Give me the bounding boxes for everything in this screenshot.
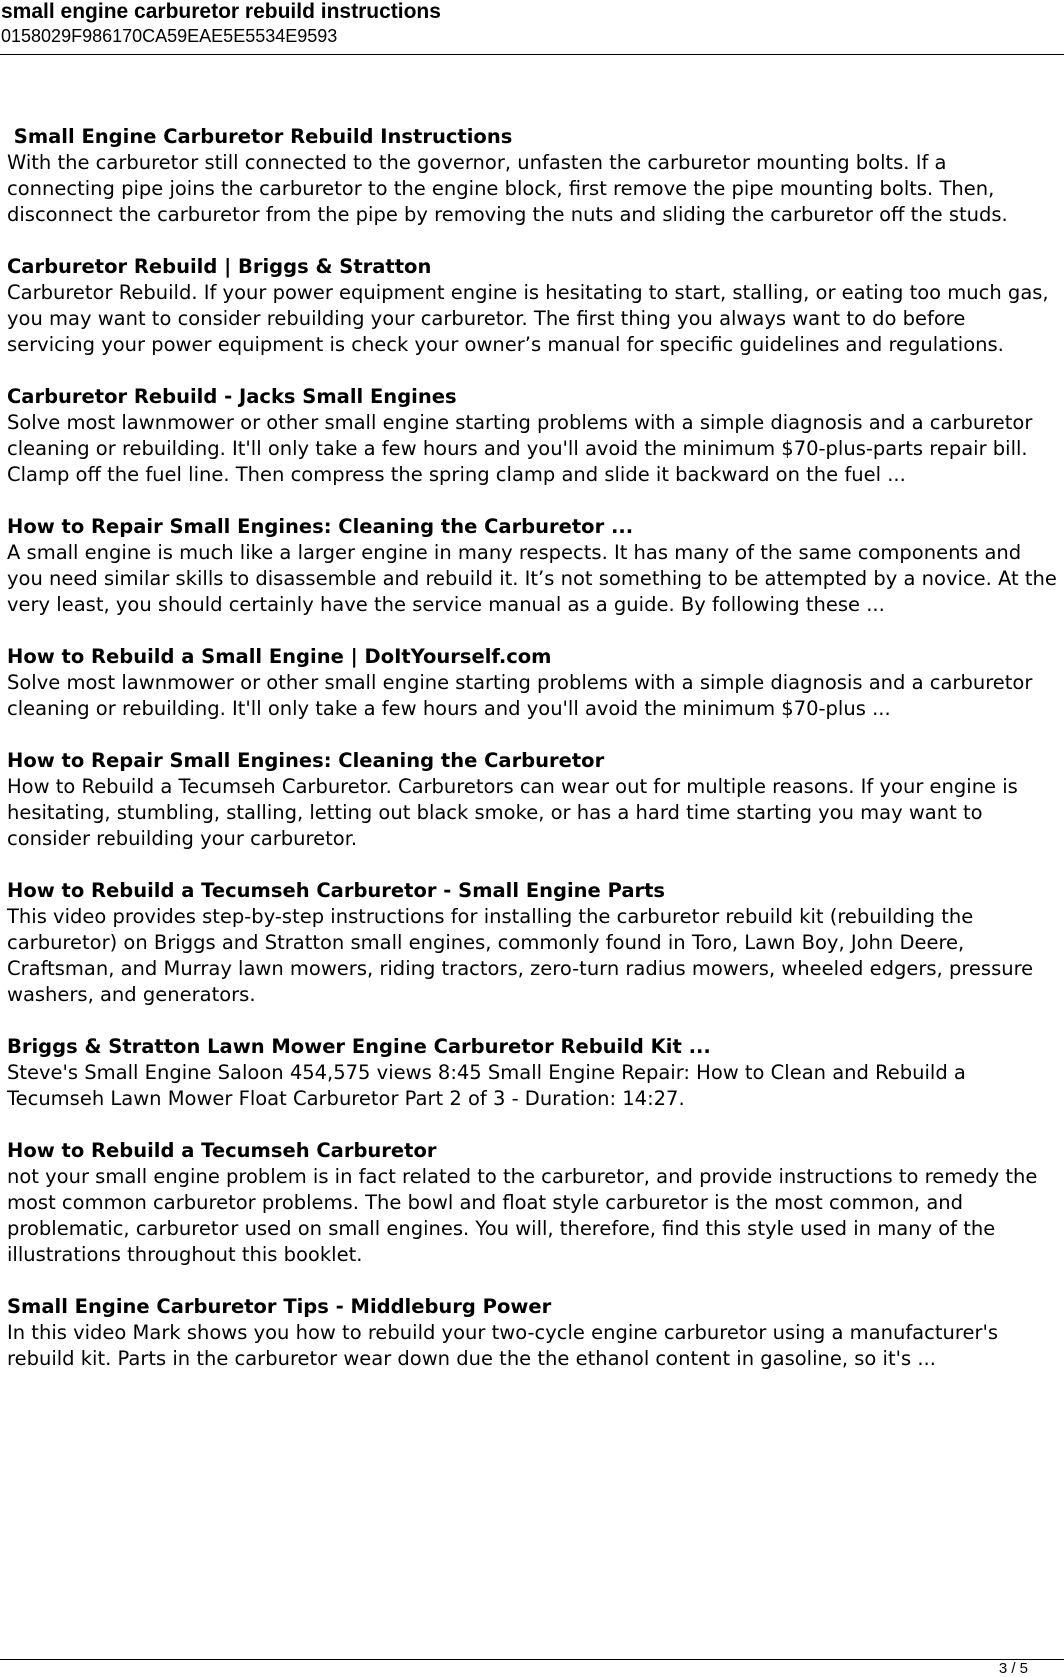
article-section (7, 254, 1057, 358)
article-section (7, 1294, 1057, 1372)
section-body: A small engine is much like a larger engine in many respects. It has many of the same components and you need similar skills to disassemble and rebuild it. It’s not something to be attempted by a novice. At the very least, you should certainly have the service manual as a guide. By following these ... (7, 541, 1057, 616)
document-id: 0158029F986170CA59EAE5E5534E9593 (1, 26, 338, 46)
article-section (7, 748, 1057, 852)
section-heading: Briggs & Stratton Lawn Mower Engine Carburetor Rebuild Kit ... (7, 1035, 711, 1058)
footer-divider (0, 1659, 1064, 1660)
article-section (7, 1034, 1057, 1112)
section-body: In this video Mark shows you how to rebuild your two-cycle engine carburetor using a manufacturer's rebuild kit. Parts in the carburetor wear down due the the ethanol content in gasoline, so it's ... (7, 1321, 998, 1370)
section-body: Steve's Small Engine Saloon 454,575 views 8:45 Small Engine Repair: How to Clean and Rebuild a Tecumseh Lawn Mower Float Carburetor Part 2 of 3 - Duration: 14:27. (7, 1061, 966, 1110)
section-body: With the carburetor still connected to the governor, unfasten the carburetor mounting bolts. If a connecting pipe joins the carburetor to the engine block, first remove the pipe mounting bolts. Then, disconnect the carburetor from the pipe by removing the nuts and sliding the carburetor off the studs. (7, 151, 1008, 226)
article-section (7, 514, 1057, 618)
document-title: small engine carburetor rebuild instructions (1, 0, 441, 23)
section-body: Carburetor Rebuild. If your power equipment engine is hesitating to start, stalling, or eating too much gas, you may want to consider rebuilding your carburetor. The first thing you always want to do before servicing your power equipment is check your owner’s manual for specific guidelines and regulations. (7, 281, 1049, 356)
section-heading: How to Rebuild a Tecumseh Carburetor - Small Engine Parts (7, 879, 666, 902)
section-heading: Carburetor Rebuild | Briggs & Stratton (7, 255, 432, 278)
section-body: This video provides step-by-step instructions for installing the carburetor rebuild kit (rebuilding the carburetor) on Briggs and Stratton small engines, commonly found in Toro, Lawn Boy, John Deere, Craftsman, and Murray lawn mowers, riding tractors, zero-turn radius mowers, wheeled edgers, pressure washers, and generators. (7, 905, 1034, 1006)
section-heading: How to Repair Small Engines: Cleaning the Carburetor (7, 749, 605, 772)
article-section (7, 644, 1057, 722)
section-body: not your small engine problem is in fact related to the carburetor, and provide instructions to remedy the most common carburetor problems. The bowl and float style carburetor is the most common, and problematic, carburetor used on small engines. You will, therefore, find this style used in many of the illustrations throughout this booklet. (7, 1165, 1038, 1266)
article-section (7, 878, 1057, 1008)
page-number: 3 / 5 (998, 1660, 1028, 1677)
section-heading: Small Engine Carburetor Tips - Middleburg Power (7, 1295, 552, 1318)
article-section (7, 384, 1057, 488)
section-body: Solve most lawnmower or other small engine starting problems with a simple diagnosis and a carburetor cleaning or rebuilding. It'll only take a few hours and you'll avoid the minimum $70-plus-parts repair bill. Clamp off the fuel line. Then compress the spring clamp and slide it backward on the fuel ... (7, 411, 1033, 486)
section-heading: How to Rebuild a Tecumseh Carburetor (7, 1139, 437, 1162)
article-section (7, 1138, 1057, 1268)
section-body: Solve most lawnmower or other small engine starting problems with a simple diagnosis and a carburetor cleaning or rebuilding. It'll only take a few hours and you'll avoid the minimum $70-plus ... (7, 671, 1033, 720)
section-heading: Carburetor Rebuild - Jacks Small Engines (7, 385, 457, 408)
section-heading: Small Engine Carburetor Rebuild Instructions (7, 125, 513, 148)
section-body: How to Rebuild a Tecumseh Carburetor. Carburetors can wear out for multiple reasons. If your engine is hesitating, stumbling, stalling, letting out black smoke, or has a hard time starting you may want to consider rebuilding your carburetor. (7, 775, 1018, 850)
section-heading: How to Rebuild a Small Engine | DoItYourself.com (7, 645, 552, 668)
section-heading: How to Repair Small Engines: Cleaning the Carburetor ... (7, 515, 634, 538)
page-header (0, 0, 1064, 55)
article-content (7, 124, 1057, 1398)
article-section (7, 124, 1057, 228)
